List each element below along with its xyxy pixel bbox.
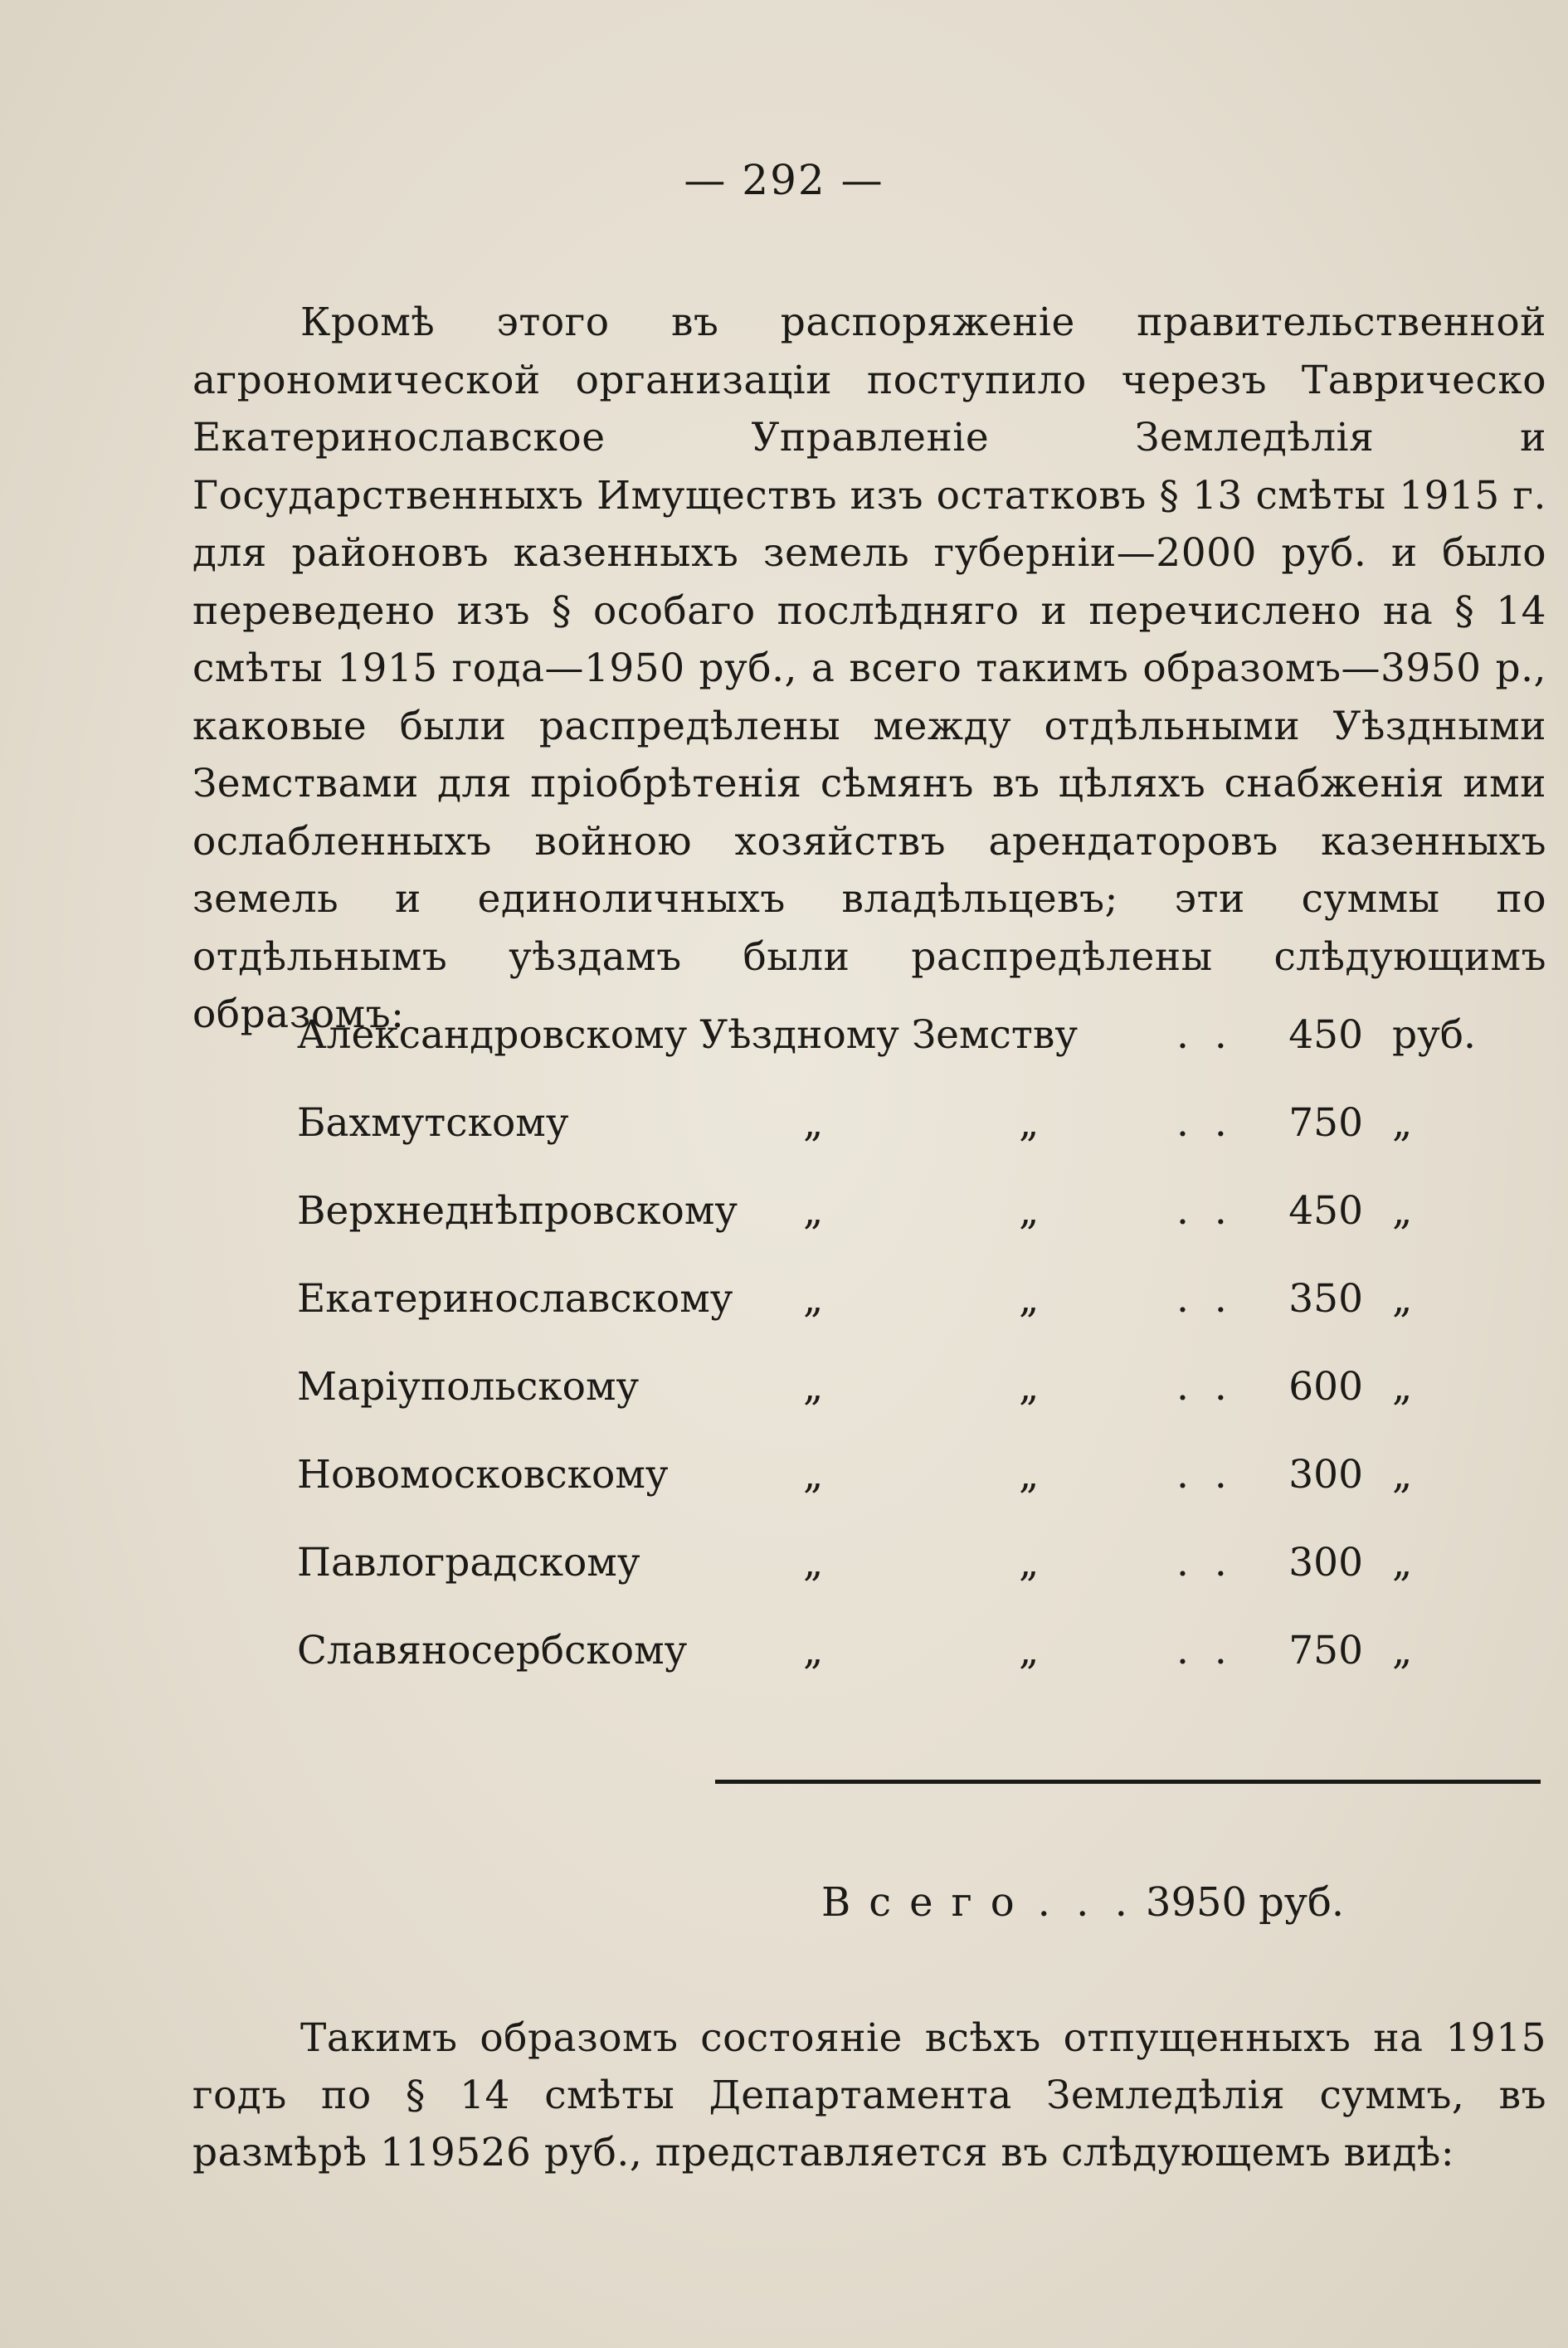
amount: 600 xyxy=(1288,1364,1363,1410)
ditto-unit: „ xyxy=(1392,1628,1413,1673)
ditto-mark: „ xyxy=(803,1276,824,1322)
table-row xyxy=(297,1452,1458,1540)
district-name: Маріупольскому xyxy=(297,1364,640,1410)
amount: 450 xyxy=(1288,1188,1363,1234)
ditto-mark: „ xyxy=(803,1100,824,1146)
table-row xyxy=(297,1276,1458,1364)
total-divider xyxy=(715,1780,1541,1784)
table-row xyxy=(297,1100,1458,1188)
ditto-unit: „ xyxy=(1392,1540,1413,1586)
district-name: Верхнеднѣпровскому xyxy=(297,1188,738,1234)
closing-paragraph: Такимъ образомъ состояніе всѣхъ отпущенныхъ на 1915 годъ по § 14 смѣты Департамента Земледѣлія суммъ, въ размѣрѣ 119526 руб., представляется въ слѣдующемъ видѣ: xyxy=(192,2015,1546,2175)
currency-unit: руб. xyxy=(1259,1879,1345,1926)
leader-dots: . . xyxy=(1176,1100,1234,1146)
table-row xyxy=(297,1364,1458,1452)
ditto-mark: „ xyxy=(1019,1540,1040,1586)
total-line xyxy=(821,1879,1344,1926)
ditto-mark: „ xyxy=(803,1188,824,1234)
ditto-mark: „ xyxy=(1019,1364,1040,1410)
ditto-mark: „ xyxy=(1019,1276,1040,1322)
district-name: Екатеринославскому xyxy=(297,1276,733,1322)
ditto-mark: „ xyxy=(803,1628,824,1673)
table-row xyxy=(297,1540,1458,1628)
leader-dots: . . xyxy=(1176,1364,1234,1410)
ditto-unit: „ xyxy=(1392,1276,1413,1322)
amount: 750 xyxy=(1288,1628,1363,1673)
leader-dots: . . xyxy=(1176,1452,1234,1498)
total-amount: 3950 xyxy=(1145,1879,1248,1926)
leader-dots: . . xyxy=(1176,1628,1234,1673)
ditto-mark: „ xyxy=(803,1540,824,1586)
amount: 450 xyxy=(1288,1012,1363,1058)
district-name: Александровскому Уѣздному Земству xyxy=(297,1012,1078,1058)
intro-paragraph: Кромѣ этого въ распоряженіе правительственной агрономической организаціи поступило черезъ Таврическо Екатеринославское Управленіе Земледѣлія и Государственныхъ Имуществъ изъ остатковъ § 13 смѣты 1915 г. для районовъ казенныхъ земель губерніи—2000 руб. и было переведено изъ § особаго послѣдняго и перечислено на § 14 смѣты 1915 года—1950 руб., а всего такимъ образомъ—3950 р., каковые были распредѣлены между отдѣльными Уѣздными Земствами для пріобрѣтенія сѣмянъ въ цѣляхъ снабженія ими ослабленныхъ войною хозяйствъ арендаторовъ казенныхъ земель и единоличныхъ владѣльцевъ; эти суммы по отдѣльнымъ уѣздамъ были распредѣлены слѣдующимъ образомъ: xyxy=(192,300,1546,1037)
ditto-mark: „ xyxy=(803,1364,824,1410)
ditto-unit: „ xyxy=(1392,1188,1413,1234)
ditto-mark: „ xyxy=(1019,1188,1040,1234)
district-name: Новомосковскому xyxy=(297,1452,669,1498)
ditto-mark: „ xyxy=(803,1452,824,1498)
leader-dots: . . xyxy=(1176,1540,1234,1586)
table-row xyxy=(297,1012,1476,1100)
leader-dots: . . xyxy=(1176,1188,1234,1234)
distribution-table xyxy=(297,1012,1476,1716)
ditto-unit: „ xyxy=(1392,1364,1413,1410)
table-row xyxy=(297,1188,1458,1276)
district-name: Славяносербскому xyxy=(297,1628,688,1673)
leader-dots: . . xyxy=(1176,1276,1234,1322)
ditto-unit: „ xyxy=(1392,1100,1413,1146)
leader-dots: . . xyxy=(1176,1012,1234,1058)
page-number: — 292 — xyxy=(684,156,884,204)
district-name: Павлоградскому xyxy=(297,1540,640,1586)
ditto-unit: „ xyxy=(1392,1452,1413,1498)
amount: 750 xyxy=(1288,1100,1363,1146)
total-label: Всего xyxy=(821,1879,1033,1926)
currency-unit: руб. xyxy=(1392,1012,1476,1058)
ditto-mark: „ xyxy=(1019,1452,1040,1498)
table-row xyxy=(297,1628,1458,1716)
amount: 300 xyxy=(1288,1452,1363,1498)
leader-dots: . . . xyxy=(1037,1879,1134,1926)
district-name: Бахмутскому xyxy=(297,1100,569,1146)
ditto-mark: „ xyxy=(1019,1100,1040,1146)
amount: 350 xyxy=(1288,1276,1363,1322)
ditto-mark: „ xyxy=(1019,1628,1040,1673)
amount: 300 xyxy=(1288,1540,1363,1586)
